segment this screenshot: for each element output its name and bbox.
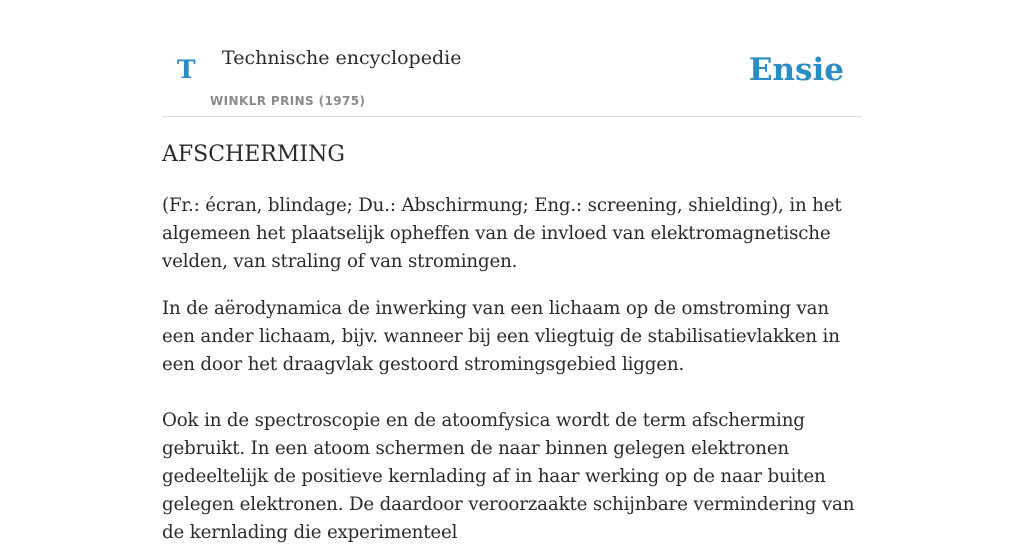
article-title: AFSCHERMING [162, 142, 345, 167]
paragraph-aerodynamics: In de aërodynamica de inwerking van een lichaam op de omstroming van een ander lichaam, bijv. wanneer bij een vliegtuig de stabilisatievlakken in een door het draagvlak gestoord stromingsgebied liggen. [162, 298, 840, 375]
source-label: WINKLR PRINS (1975) [210, 94, 366, 108]
paragraph-spectroscopy: Ook in de spectroscopie en de atoomfysica wordt de term afscherming gebruikt. In een atoom schermen de naar binnen gelegen elektronen gedeeltelijk de positieve kernlading af in haar werking op de naar buiten gelegen elektronen. De daardoor veroorzaakte schijnbare vermindering van de kernlading die experimenteel [162, 410, 855, 543]
paragraph-definition: (Fr.: écran, blindage; Du.: Abschirmung; Eng.: screening, shielding), in het algemeen het plaatselijk opheffen van de invloed van elektromagnetische velden, van straling of van stromingen. [162, 195, 842, 272]
encyclopedia-logo[interactable]: T [177, 55, 196, 84]
article-body [162, 192, 862, 547]
ensie-brand-logo[interactable]: Ensie [748, 52, 844, 88]
encyclopedia-title-link[interactable]: Technische encyclopedie [222, 47, 462, 69]
page-header [162, 0, 862, 117]
article-page [162, 0, 862, 543]
